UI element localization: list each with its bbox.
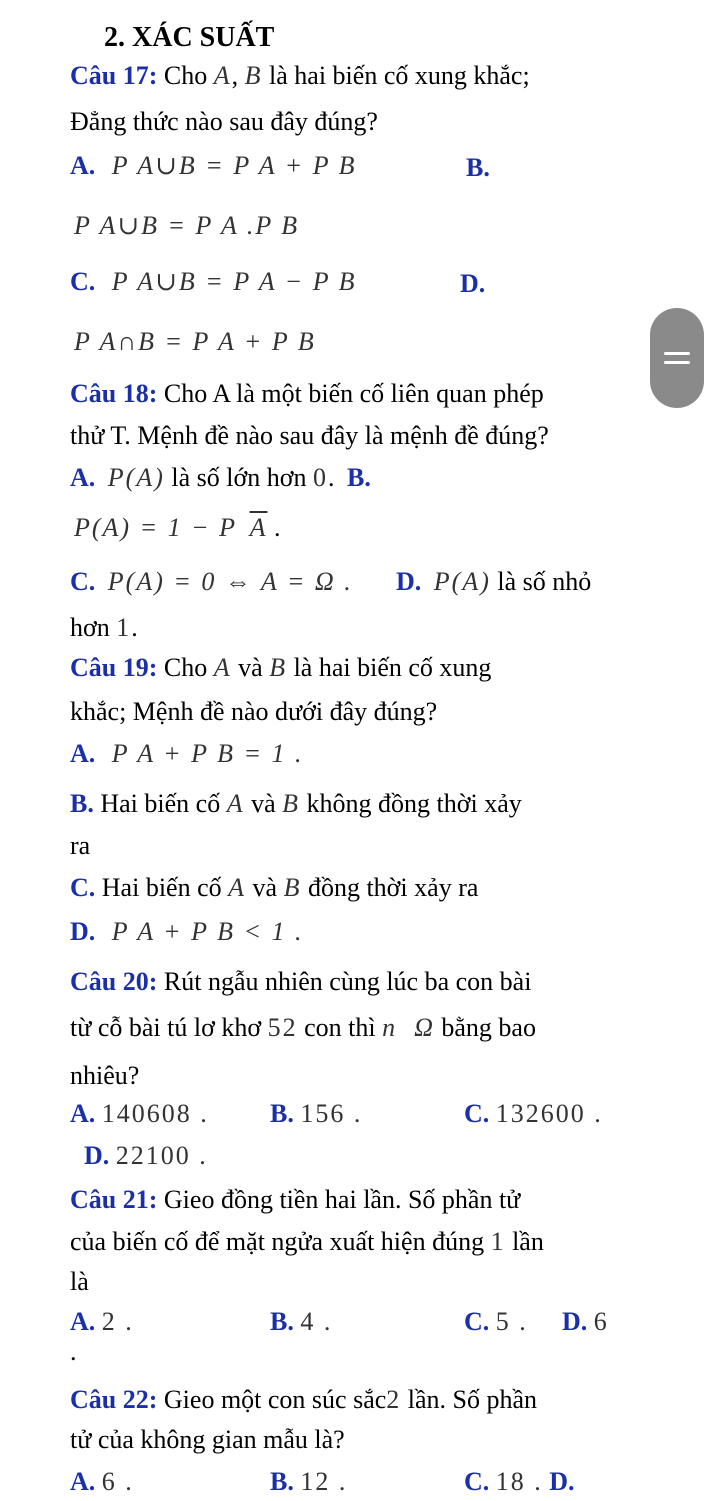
grip-line-icon <box>664 361 690 364</box>
option-label: D. <box>84 1141 110 1170</box>
option-label: A. <box>70 1307 96 1336</box>
option-number: 1 <box>116 613 132 642</box>
q20-text: Rút ngẫu nhiên cùng lúc ba con bài <box>163 967 532 996</box>
question-20-stem-line2 <box>70 1012 536 1044</box>
question-22-stem <box>70 1384 537 1416</box>
q17-option-a <box>70 150 357 182</box>
question-20-stem <box>70 966 531 998</box>
option-math: P A + P B < 1 . <box>111 917 304 946</box>
question-21-label: Câu 21: <box>70 1185 158 1214</box>
q21-text: Gieo đồng tiền hai lần. Số phần tử <box>163 1185 521 1214</box>
option-label: D. <box>562 1307 588 1336</box>
q21-option-d-end: . <box>70 1337 77 1366</box>
question-21-stem-line3: là <box>70 1267 89 1296</box>
q20-option-a <box>70 1098 209 1130</box>
option-end: . <box>327 463 335 492</box>
option-value: 12 . <box>300 1467 348 1496</box>
question-22-stem-line2: tử của không gian mẫu là? <box>70 1425 345 1454</box>
q19-and: và <box>251 789 276 818</box>
question-19-label: Câu 19: <box>70 653 158 682</box>
question-18-label: Câu 18: <box>70 379 158 408</box>
option-label: B. <box>270 1307 294 1336</box>
q21-option-b <box>270 1306 332 1338</box>
q21-text-2a: của biến cố để mặt ngửa xuất hiện đúng <box>70 1227 485 1256</box>
q19-option-b <box>70 788 522 820</box>
q19-option-a <box>70 738 304 770</box>
question-20-stem-line3: nhiêu? <box>70 1061 140 1090</box>
question-18-stem-line2: thử T. Mệnh đề nào sau đây là mệnh đề đúng? <box>70 421 549 450</box>
question-21-stem-line2 <box>70 1226 544 1258</box>
q17-option-d-label: D. <box>460 269 486 298</box>
option-end: . <box>273 513 281 542</box>
option-value: 6 <box>593 1307 609 1336</box>
option-end: . <box>131 613 138 642</box>
q17-option-c <box>70 266 357 298</box>
question-19-stem <box>70 652 491 684</box>
option-value: 132600 . <box>495 1099 603 1128</box>
q22-option-a <box>70 1466 134 1498</box>
q19-var-a: A <box>228 873 247 902</box>
q19-var-b: B <box>269 653 288 682</box>
option-label: C. <box>464 1099 490 1128</box>
q18-option-d <box>396 566 591 598</box>
option-value: 2 . <box>101 1307 134 1336</box>
option-text: là số lớn hơn <box>171 463 307 492</box>
question-17-stem <box>70 60 530 92</box>
q19-var-a: A <box>226 789 245 818</box>
q19-option-c <box>70 872 478 904</box>
option-label: C. <box>70 567 96 596</box>
option-text: Hai biến cố <box>100 789 221 818</box>
q19-var-b: B <box>282 789 301 818</box>
complement-a: $\overline{A}$ <box>249 513 268 542</box>
option-math: P A + P B = 1 . <box>111 739 304 768</box>
question-18-stem <box>70 378 544 410</box>
q20-option-b <box>270 1098 362 1130</box>
option-label: D. <box>70 917 96 946</box>
scroll-handle[interactable] <box>650 308 704 408</box>
option-label: A. <box>70 739 96 768</box>
q21-option-d <box>562 1306 609 1338</box>
option-text-2: không đồng thời xảy <box>306 789 522 818</box>
q22-text-1a: Gieo một con súc sắc <box>163 1385 387 1414</box>
option-label: B. <box>270 1467 294 1496</box>
q17-comma: , <box>231 61 239 90</box>
q21-option-c <box>464 1306 528 1338</box>
q20-math: n Ω <box>382 1013 435 1042</box>
grip-line-icon <box>664 352 690 355</box>
option-label: B. <box>70 789 94 818</box>
option-text: Hai biến cố <box>101 873 222 902</box>
question-17-stem-line2: Đẳng thức nào sau đây đúng? <box>70 107 378 136</box>
q17-text-2: là hai biến cố xung khắc; <box>269 61 530 90</box>
q22-option-b <box>270 1466 347 1498</box>
q19-option-d <box>70 916 304 948</box>
option-label: D. <box>396 567 422 596</box>
option-value: 6 . <box>101 1467 134 1496</box>
q18-option-c <box>70 566 353 598</box>
option-math: P(A) <box>433 567 491 596</box>
option-label: A. <box>70 151 96 180</box>
q17-var-b: B <box>244 61 263 90</box>
question-20-label: Câu 20: <box>70 967 158 996</box>
q18-option-d-line2 <box>70 612 138 644</box>
q17-option-b-label: B. <box>466 153 490 182</box>
q20-option-d <box>84 1140 208 1172</box>
question-19-stem-line2: khắc; Mệnh đề nào dưới đây đúng? <box>70 697 438 726</box>
option-label: B. <box>270 1099 294 1128</box>
option-value: 140608 . <box>101 1099 209 1128</box>
q18-option-a <box>70 462 371 494</box>
option-label: C. <box>464 1307 490 1336</box>
option-label: C. <box>70 267 96 296</box>
q17-text: Cho <box>163 61 208 90</box>
q21-text-2b: lần <box>512 1227 544 1256</box>
q17-option-d: P A∩B = P A + P B <box>74 327 316 356</box>
option-label: A. <box>70 1099 96 1128</box>
q18-option-b <box>74 512 280 544</box>
q22-number: 2 <box>386 1385 402 1414</box>
q19-and: và <box>238 653 263 682</box>
q20-number: 52 <box>267 1013 298 1042</box>
option-label: C. <box>70 873 96 902</box>
question-22-label: Câu 22: <box>70 1385 158 1414</box>
option-value: 18 . <box>495 1467 543 1496</box>
option-text: hơn <box>70 613 110 642</box>
option-value: 156 . <box>300 1099 363 1128</box>
q20-text-2b: con thì <box>304 1013 376 1042</box>
q22-text-1b: lần. Số phần <box>407 1385 538 1414</box>
q21-option-a <box>70 1306 134 1338</box>
option-math: P A∪B = P A − P B <box>111 267 357 296</box>
q19-option-b-line2: ra <box>70 831 91 860</box>
question-21-stem <box>70 1184 520 1216</box>
option-math: P(A) = 1 − P <box>74 513 238 542</box>
q22-option-d-label: D. <box>549 1467 575 1496</box>
q18-text: Cho A là một biến cố liên quan phép <box>163 379 544 408</box>
option-math: P A∪B = P A + P B <box>111 151 357 180</box>
q19-text-2: là hai biến cố xung <box>293 653 492 682</box>
q20-text-2a: từ cỗ bài tú lơ khơ <box>70 1013 262 1042</box>
option-value: 22100 . <box>115 1141 208 1170</box>
q18-option-b-label: B. <box>346 463 371 492</box>
option-value: 4 . <box>300 1307 333 1336</box>
q20-option-c <box>464 1098 603 1130</box>
q20-text-2c: bằng bao <box>441 1013 536 1042</box>
q19-text: Cho <box>163 653 208 682</box>
q21-number: 1 <box>490 1227 506 1256</box>
option-label: C. <box>464 1467 490 1496</box>
q17-var-a: A <box>213 61 232 90</box>
option-label: A. <box>70 463 96 492</box>
option-math: P(A) = 0 ⇔ A = Ω . <box>107 567 353 596</box>
option-value: 5 . <box>495 1307 528 1336</box>
option-number: 0 <box>312 463 328 492</box>
q19-var-b: B <box>283 873 302 902</box>
option-label: A. <box>70 1467 96 1496</box>
q22-option-c <box>464 1466 575 1498</box>
option-text-2: đồng thời xảy ra <box>307 873 479 902</box>
option-math: P(A) <box>107 463 165 492</box>
section-title: 2. XÁC SUẤT <box>104 22 275 53</box>
question-17-label: Câu 17: <box>70 61 158 90</box>
q19-var-a: A <box>213 653 232 682</box>
q17-option-b: P A∪B = P A .P B <box>74 211 300 240</box>
option-text: là số nhỏ <box>497 567 592 596</box>
q19-and: và <box>252 873 278 902</box>
